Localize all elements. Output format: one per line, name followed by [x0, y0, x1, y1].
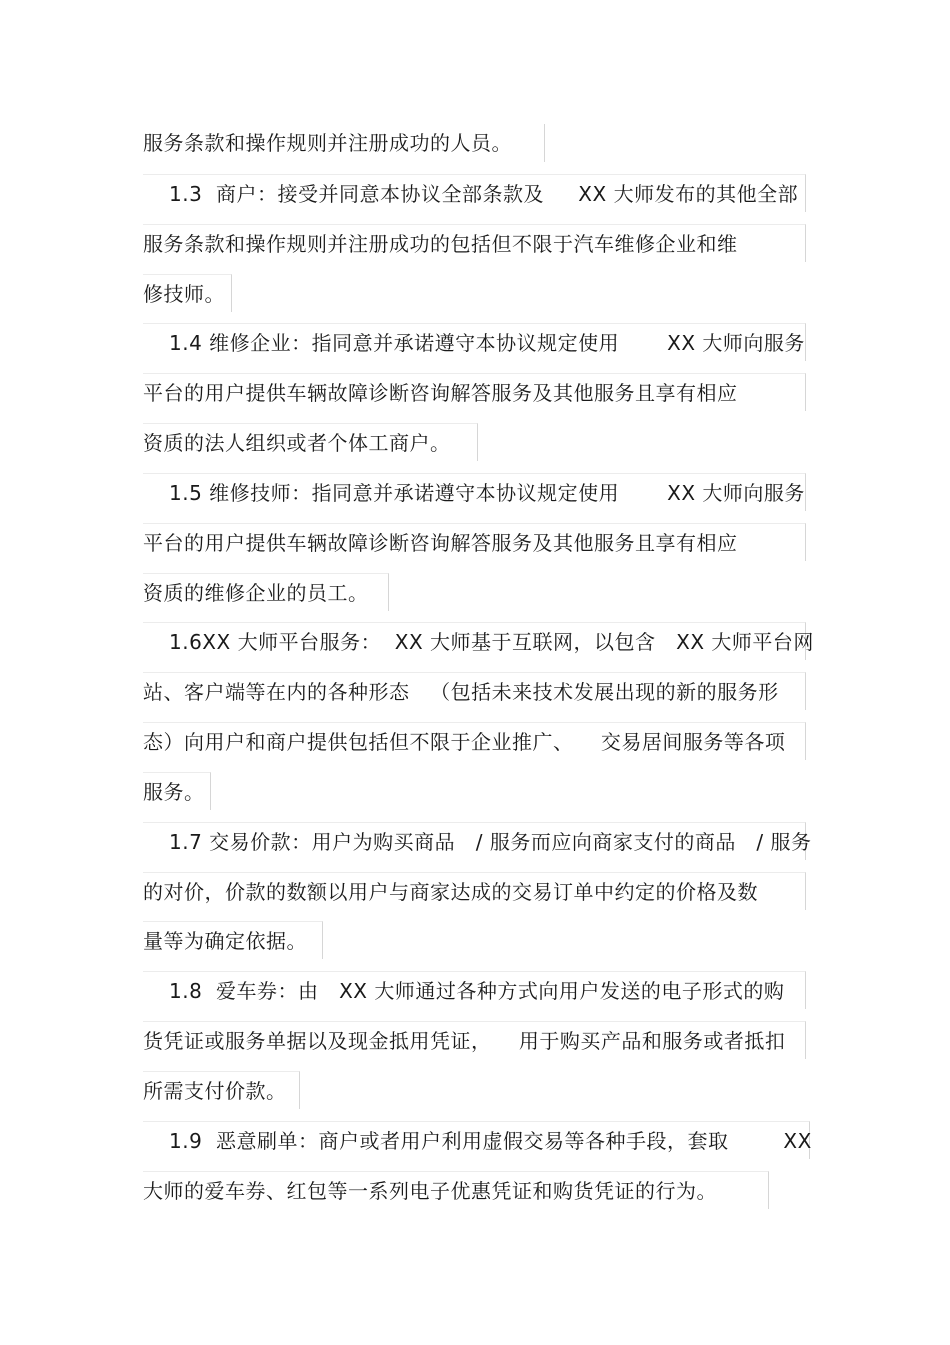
text-line: 的对价，价款的数额以用户与商家达成的交易订单中约定的价格及数 [143, 872, 806, 910]
text-line: 1.9 恶意刷单：商户或者用户利用虚假交易等各种手段，套取 XX [143, 1121, 810, 1159]
text-line: 修技师。 [143, 274, 232, 312]
text-line: 1.7 交易价款：用户为购买商品 / 服务而应向商家支付的商品 / 服务 [143, 822, 806, 860]
text-line: 1.5 维修技师：指同意并承诺遵守本协议规定使用 XX 大师向服务 [143, 473, 806, 511]
text-line: 大师的爱车券、红包等一系列电子优惠凭证和购货凭证的行为。 [143, 1171, 769, 1209]
text-line: 服务条款和操作规则并注册成功的人员。 [143, 124, 545, 162]
text-line: 服务条款和操作规则并注册成功的包括但不限于汽车维修企业和维 [143, 224, 806, 262]
text-line: 1.6XX 大师平台服务： XX 大师基于互联网，以包含 XX 大师平台网 [143, 622, 806, 660]
text-line: 1.3 商户：接受并同意本协议全部条款及 XX 大师发布的其他全部 [143, 174, 806, 212]
text-line: 量等为确定依据。 [143, 921, 323, 959]
text-line: 站、客户端等在内的各种形态 （包括未来技术发展出现的新的服务形 [143, 672, 806, 710]
text-line: 资质的维修企业的员工。 [143, 573, 389, 611]
text-line: 平台的用户提供车辆故障诊断咨询解答服务及其他服务且享有相应 [143, 373, 806, 411]
text-line: 1.8 爱车券：由 XX 大师通过各种方式向用户发送的电子形式的购 [143, 971, 806, 1009]
text-line: 平台的用户提供车辆故障诊断咨询解答服务及其他服务且享有相应 [143, 523, 806, 561]
text-line: 资质的法人组织或者个体工商户。 [143, 423, 478, 461]
text-line: 1.4 维修企业：指同意并承诺遵守本协议规定使用 XX 大师向服务 [143, 323, 806, 361]
text-line: 所需支付价款。 [143, 1071, 300, 1109]
text-line: 态）向用户和商户提供包括但不限于企业推广、 交易居间服务等各项 [143, 722, 806, 760]
text-line: 服务。 [143, 772, 211, 810]
text-line: 货凭证或服务单据以及现金抵用凭证， 用于购买产品和服务或者抵扣 [143, 1021, 806, 1059]
